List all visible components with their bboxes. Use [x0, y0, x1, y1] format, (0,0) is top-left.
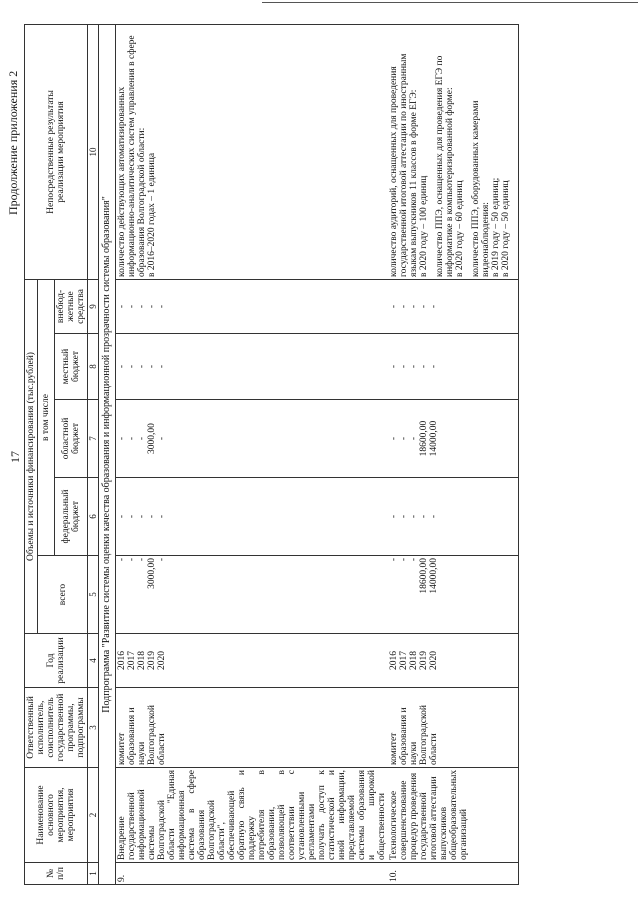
- row-total: - - - 3000,00 -: [116, 556, 389, 634]
- row-name: Технологическое совершенствование процедур проведения государственной итоговой аттестации выпускников общеобразовательных организаций: [388, 768, 519, 863]
- table-row: [388, 24, 519, 884]
- row-results: [388, 24, 519, 279]
- row-executor: комитет образования и науки Волгоградской области: [388, 688, 519, 768]
- result-item: количество аудиторий, оснащенных для проведения государственной итоговой аттестации по иностранным языкам выпускников 11 классов в форме ЕГЭ: в 2020 году – 100 единиц: [389, 53, 429, 277]
- row-executor: комитет образования и науки Волгоградской области: [116, 688, 389, 768]
- header-results: Непосредственные результаты реализации мероприятия: [25, 24, 88, 279]
- row-federal: - - - - -: [388, 478, 519, 556]
- result-item: количество ППЭ, оборудованных камерами видеонаблюдения: в 2019 году – 50 единиц; в 2020 году – 50 единиц: [471, 100, 511, 277]
- table-row: [116, 24, 389, 884]
- header-local: местный бюджет: [55, 334, 88, 400]
- row-years: 2016 2017 2018 2019 2020: [388, 634, 519, 688]
- header-including: в том числе: [38, 279, 55, 555]
- header-regional: областной бюджет: [55, 400, 88, 478]
- subprogram-title: Подпрограмма "Развитие системы оценки качества образования и информационной прозрачности системы образования": [99, 24, 116, 884]
- measures-table: [24, 24, 519, 885]
- row-results: [116, 24, 389, 279]
- column-number-row: [88, 24, 99, 884]
- header-executor: Ответственный исполнитель, соисполнитель государственной программы, подпрограммы: [25, 688, 88, 768]
- col-number: 8: [88, 334, 99, 400]
- row-local: - - - - -: [116, 334, 389, 400]
- col-number: 10: [88, 24, 99, 279]
- header-name: Наименование основного мероприятия, мероприятия: [25, 768, 88, 863]
- col-number: 3: [88, 688, 99, 768]
- result-item: количество действующих автоматизированных информационно-аналитических систем управления в сфере образования Волгоградской области: в 2016–2020 годах – 1 единица: [117, 35, 157, 277]
- header-offbudget: внебюд- жетные средства: [55, 279, 88, 333]
- col-number: 2: [88, 768, 99, 863]
- result-item: количество ППЭ, оснащенных для проведения ЕГЭ по информатике в компьютеризированной форме: в 2020 году – 60 единиц: [435, 55, 465, 277]
- row-federal: - - - - -: [116, 478, 389, 556]
- row-years: 2016 2017 2018 2019 2020: [116, 634, 389, 688]
- header-total: всего: [38, 556, 88, 634]
- col-number: 9: [88, 279, 99, 333]
- col-number: 7: [88, 400, 99, 478]
- col-number: 4: [88, 634, 99, 688]
- header-federal: федеральный бюджет: [55, 478, 88, 556]
- header-volumes: Объемы и источники финансирования (тыс.рублей): [25, 279, 38, 633]
- continuation-title: Продолжение приложения 2: [6, 70, 20, 215]
- row-name: Внедрение государственной информационной системы Волгоградской области "Единая информационная система в сфере образования Волгоградской области", обеспечивающей обратную связь и поддержку потребителя в образовании, позволяющей в соответствии с установленными регламентами получать доступ к статистической и иной информации, представляемой системы образования и широкой общественности: [116, 768, 389, 863]
- row-total: - - - 18600,00 14000,00: [388, 556, 519, 634]
- row-regional: - - - 18600,00 14000,00: [388, 400, 519, 478]
- row-local: - - - - -: [388, 334, 519, 400]
- col-number: 5: [88, 556, 99, 634]
- col-number: 1: [88, 863, 99, 885]
- header-num: № п/п: [25, 863, 88, 885]
- page-number: 17: [8, 451, 22, 463]
- row-offbudget: - - - - -: [388, 279, 519, 333]
- row-num: 9.: [116, 863, 389, 885]
- col-number: 6: [88, 478, 99, 556]
- row-offbudget: - - - - -: [116, 279, 389, 333]
- row-regional: - - - 3000,00 -: [116, 400, 389, 478]
- subprogram-row: [99, 24, 116, 884]
- header-row-1: [25, 24, 38, 884]
- header-year: Год реализации: [25, 634, 88, 688]
- row-num: 10.: [388, 863, 519, 885]
